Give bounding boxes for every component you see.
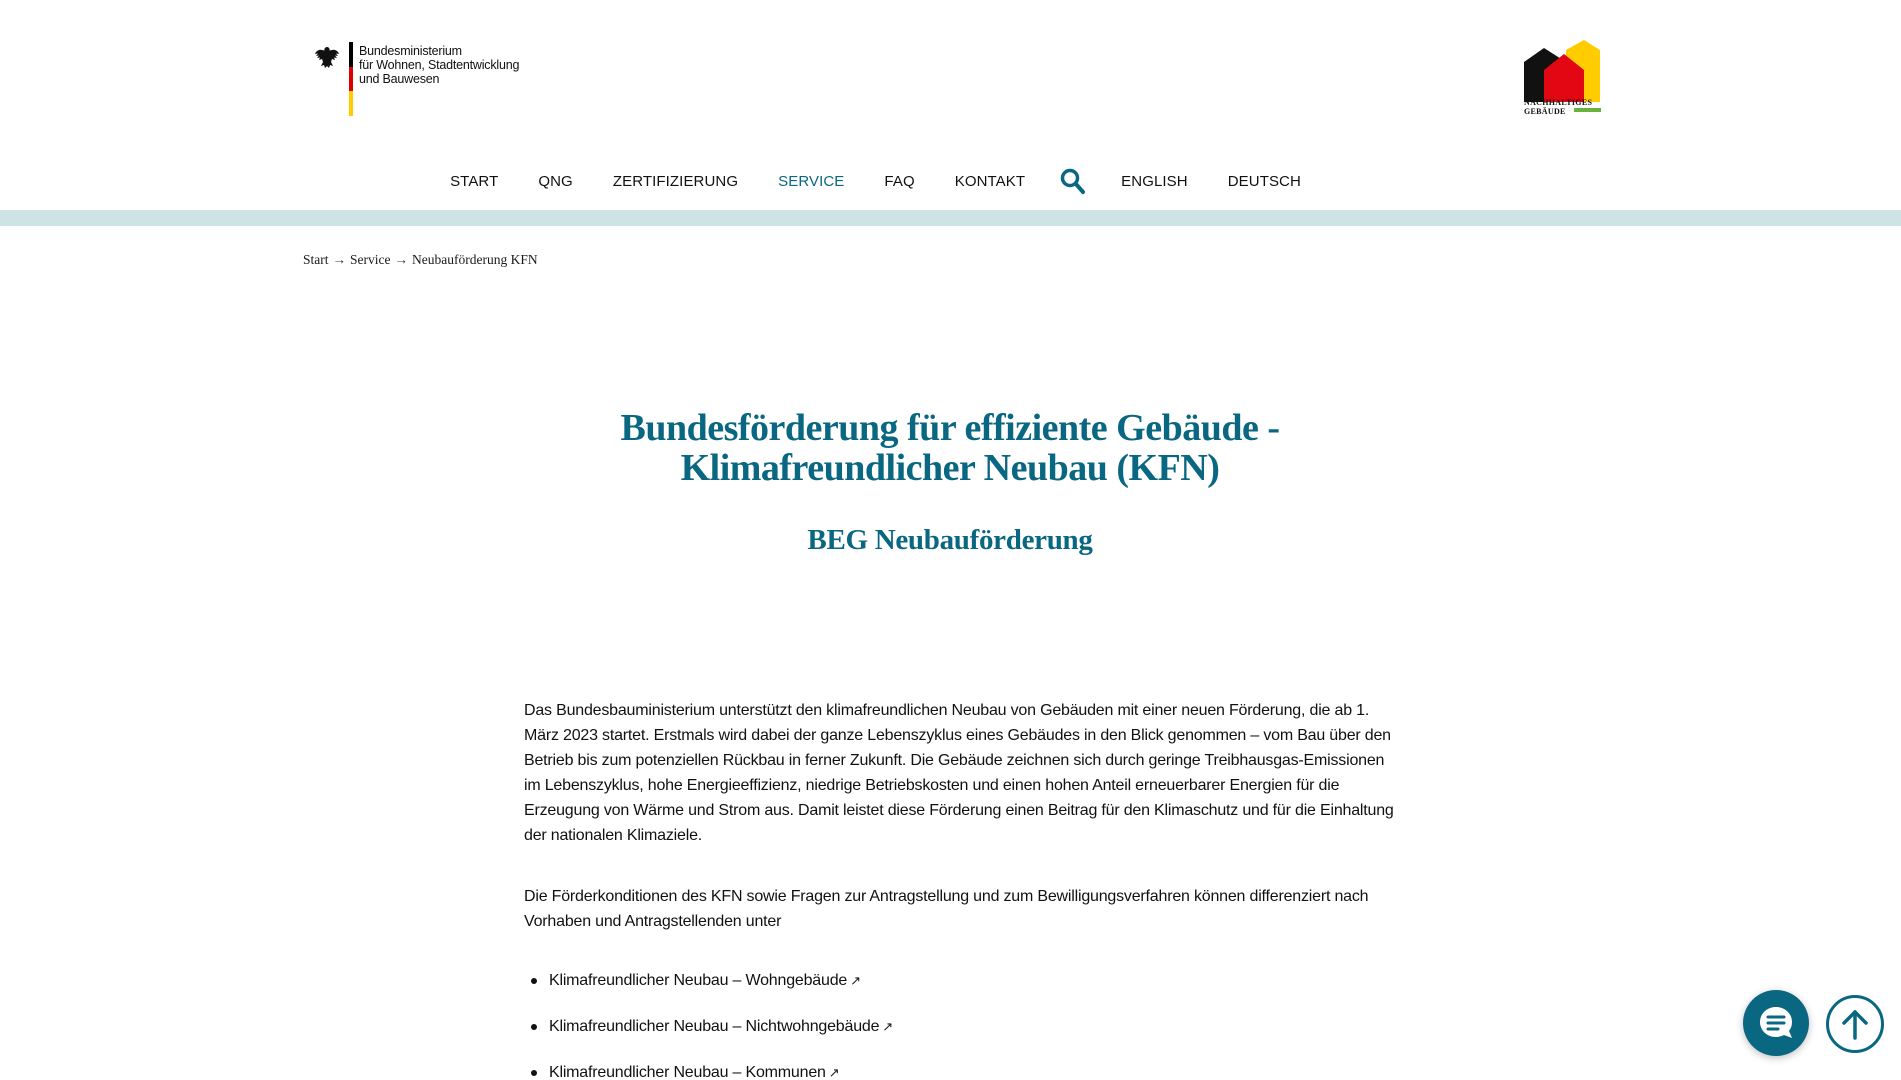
chat-bubble-icon (1756, 1003, 1796, 1043)
arrow-up-icon (1840, 1008, 1870, 1040)
breadcrumb-current: Neubauförderung KFN (411, 252, 538, 267)
page-title (450, 408, 1450, 488)
link-wohngebaeude[interactable]: Klimafreundlicher Neubau – Wohngebäude (549, 972, 848, 989)
brand-logo-text (1524, 98, 1592, 116)
nav-item-qng[interactable]: QNG (538, 172, 573, 190)
ministry-name-line: und Bauwesen (359, 72, 440, 86)
brand-green-bar (1574, 108, 1601, 112)
ministry-name-line: Bundesministerium (359, 44, 462, 58)
main-nav (0, 166, 1901, 196)
page-subtitle: BEG Neubauförderung (807, 524, 1093, 556)
intro-paragraph: Das Bundesbauministerium unterstützt den klimafreundlichen Neubau von Gebäuden mit einer neuen Förderung, die ab 1. März 2023 startet. Erstmals wird dabei der ganze Lebenszyklus eines Gebäudes in den Blick genommen – vom Bau über den Betrieb bis zum potenziellen Rückbau in ferner Zukunft. Die Gebäude zeichnen sich durch geringe Treibhausgas-Emissionen im Lebenszyklus, hohe Energieeffizienz, niedrige Betriebskosten und einen hohen Anteil erneuerbarer Energien für die Erzeugung von Wärme und Strom aus. Damit leistet diese Förderung einen Beitrag für den Klimaschutz und für die Einhaltung der nationalen Klimaziele. (524, 702, 1394, 844)
list-item (524, 1062, 1394, 1080)
bullet-icon (531, 1070, 537, 1076)
page-title-line: Bundesförderung für effiziente Gebäude - (620, 407, 1280, 449)
nav-item-faq[interactable]: FAQ (884, 172, 915, 190)
bullet-icon (531, 978, 537, 984)
breadcrumb (303, 252, 538, 268)
nav-item-kontakt[interactable]: KONTAKT (954, 172, 1026, 190)
chat-button[interactable] (1743, 990, 1809, 1056)
language-english[interactable]: ENGLISH (1121, 172, 1188, 190)
list-item (524, 970, 1394, 992)
scroll-to-top-button[interactable] (1826, 995, 1884, 1053)
external-link-icon[interactable]: ↗ (828, 1065, 840, 1080)
language-deutsch[interactable]: DEUTSCH (1227, 172, 1301, 190)
breadcrumb-start[interactable]: Start (303, 252, 329, 267)
list-item (524, 1016, 1394, 1038)
external-link-icon[interactable]: ↗ (850, 973, 861, 988)
ministry-name (359, 42, 519, 120)
ministry-logo[interactable] (313, 42, 533, 120)
ministry-name-line: für Wohnen, Stadtentwicklung (359, 58, 520, 72)
page-title-line: Klimafreundlicher Neubau (KFN) (680, 447, 1220, 489)
flag-bar (349, 42, 353, 116)
external-link-icon[interactable]: ↗ (882, 1019, 894, 1034)
federal-eagle-icon (313, 44, 341, 72)
search-icon[interactable] (1059, 167, 1087, 195)
header-divider-band (0, 210, 1901, 226)
nav-item-start[interactable]: START (450, 172, 499, 190)
brand-logo-line: NACHHALTIGES (1524, 98, 1593, 107)
link-kommunen[interactable]: Klimafreundlicher Neubau – Kommunen (549, 1064, 826, 1080)
breadcrumb-arrow-icon: → (394, 252, 408, 267)
breadcrumb-service[interactable]: Service (350, 252, 391, 267)
link-list (524, 970, 1394, 1080)
bullet-icon (531, 1024, 537, 1030)
link-nichtwohngebaeude[interactable]: Klimafreundlicher Neubau – Nichtwohngebäude (549, 1018, 880, 1035)
main-content (524, 698, 1394, 1080)
nav-item-zertifizierung[interactable]: ZERTIFIZIERUNG (612, 172, 739, 190)
brand-logo-line: GEBÄUDE (1524, 107, 1566, 116)
breadcrumb-arrow-icon: → (332, 252, 346, 267)
site-header (0, 0, 1901, 210)
nav-item-service[interactable]: SERVICE (778, 172, 845, 190)
conditions-paragraph: Die Förderkonditionen des KFN sowie Fragen zur Antragstellung und zum Bewilligungsverfahren können differenziert nach Vorhaben und Antragstellenden unter (524, 888, 1369, 930)
